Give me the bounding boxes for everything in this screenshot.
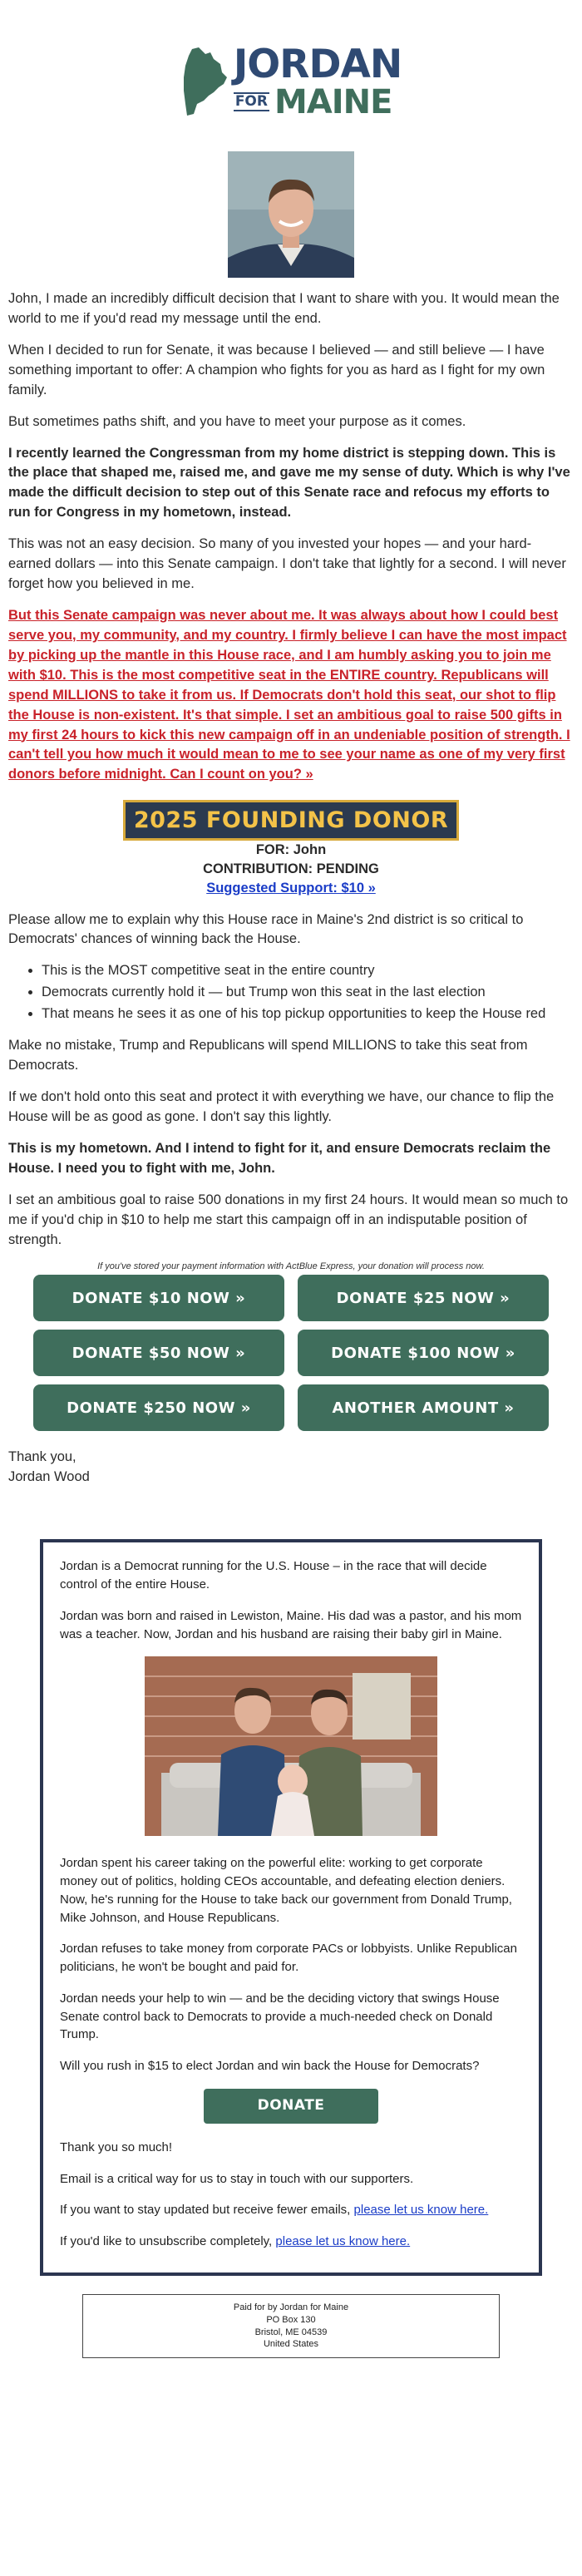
candidate-headshot (0, 151, 582, 278)
fewer-emails-line (60, 2201, 522, 2219)
fewer-emails-link[interactable]: please let us know here. (353, 2203, 489, 2218)
bio-paragraph-5: Jordan needs your help to win — and be the deciding victory that swings House Senate control back to Democrats to provide a much-needed check on Donald Trump. (60, 1991, 500, 2042)
bio-donate-button[interactable]: DONATE (204, 2089, 378, 2124)
headshot-image (228, 151, 354, 278)
key-points-list (8, 961, 574, 1024)
actblue-express-note: If you've stored your payment information with ActBlue Express, your donation will process now. (97, 1261, 485, 1272)
fewer-emails-text: If you want to stay updated but receive fewer emails, (60, 2203, 354, 2218)
family-photo-image (145, 1656, 437, 1836)
bio-paragraph-4: Jordan refuses to take money from corporate PACs or lobbyists. Unlike Republican politicians, he won't be bought and paid for. (60, 1942, 517, 1975)
donate-button-grid (0, 1275, 582, 1431)
another-amount-button[interactable]: ANOTHER AMOUNT » (298, 1384, 549, 1431)
maine-state-icon (180, 46, 229, 117)
address-city: Bristol, ME 04539 (254, 2327, 328, 2337)
not-easy-paragraph: This was not an easy decision. So many of you invested your hopes — and your hard-earned dollars — into this Senate campaign. I don't take that lightly for a second. I will never forget how you believed in me. (8, 536, 566, 592)
donate-100-button[interactable]: DONATE $100 NOW » (298, 1330, 549, 1376)
paid-for-disclaimer (82, 2294, 500, 2358)
founding-donor-block (0, 800, 582, 898)
intro-paragraph-2: When I decided to run for Senate, it was because I believed — and still believe — I have something important to offer: A champion who fights for you as hard as I fight for my own family. (8, 342, 545, 397)
list-item: • This is the MOST competitive seat in the entire country (42, 961, 574, 981)
intro-paragraph-1: John, I made an incredibly difficult decision that I want to share with you. It would mean the world to me if you'd read my message until the end. (8, 291, 560, 326)
list-item: • That means he sees it as one of his top pickup opportunities to keep the House red (42, 1004, 574, 1024)
bio-paragraph-6: Will you rush in $15 to elect Jordan and win back the House for Democrats? (60, 2059, 480, 2074)
unsubscribe-line (60, 2233, 522, 2251)
address-country: United States (263, 2339, 319, 2350)
bio-paragraph-2: Jordan was born and raised in Lewiston, Maine. His dad was a pastor, and his mom was a teacher. Now, Jordan and his husband are raising their baby girl in Maine. (60, 1608, 522, 1641)
signoff-name: Jordan Wood (8, 1469, 90, 1485)
signoff-thanks: Thank you, (8, 1449, 76, 1465)
candidate-bio-box (40, 1539, 542, 2276)
explain-paragraph: Please allow me to explain why this House race in Maine's 2nd district is so critical to Democrats' chances of winning back the House. (8, 911, 524, 947)
announcement-paragraph: I recently learned the Congressman from my home district is stepping down. This is the place that shaped me, raised me, and gave me my sense of duty. Which is why I've made the difficult decision to step out of this Senate race and refocus my efforts to run for Congress in my hometown, instead. (8, 445, 570, 521)
bio-thanks: Thank you so much! (60, 2139, 173, 2154)
founding-donor-banner-text: 2025 FOUNDING DONOR (133, 807, 449, 834)
logo-for-text: FOR (234, 93, 268, 110)
intro-paragraph-3: But sometimes paths shift, and you have to meet your purpose as it comes. (8, 413, 466, 429)
letter-body (0, 289, 582, 785)
founding-donor-banner[interactable] (123, 800, 459, 841)
donor-for-line: FOR: John (255, 842, 327, 858)
donate-appeal-link[interactable]: But this Senate campaign was never about me. It was always about how I could best serve you, my community, and my country. I firmly believe I can have the most impact by picking up the mantle in this House race, and I am humbly asking you to join me with $10. This is the most competitive seat in the ENTIRE country. Republicans will spend MILLIONS to take it from us. If Democrats don't hold this seat, our shot to flip the House is non-existent. It's that simple. I set an ambitious goal to raise 500 gifts in my first 24 hours to kick this new campaign off in an undeniable position of strength. I can't tell you how much it would mean to me to see your name as one of my very first donors before midnight. Can I count on you? » (8, 607, 570, 782)
donate-10-button[interactable]: DONATE $10 NOW » (33, 1275, 284, 1321)
donate-50-button[interactable]: DONATE $50 NOW » (33, 1330, 284, 1376)
donate-250-button[interactable]: DONATE $250 NOW » (33, 1384, 284, 1431)
logo-jordan-text: JORDAN (233, 41, 402, 87)
campaign-logo (0, 0, 582, 123)
unsubscribe-link[interactable]: please let us know here. (275, 2234, 411, 2249)
paid-for-line: Paid for by Jordan for Maine (233, 2302, 349, 2312)
suggested-support-link[interactable]: Suggested Support: $10 » (206, 881, 376, 896)
hometown-paragraph: This is my hometown. And I intend to fight for it, and ensure Democrats reclaim the House. I need you to fight with me, John. (8, 1140, 551, 1176)
bio-paragraph-1: Jordan is a Democrat running for the U.S. House – in the race that will decide control of the entire House. (60, 1559, 487, 1592)
family-photo (60, 1656, 522, 1836)
letter-body-2 (0, 910, 582, 1251)
bio-paragraph-3: Jordan spent his career taking on the powerful elite: working to get corporate money out of politics, holding CEOs accountable, and defeating election deniers. Now, he's running for the House to take back our government from Donald Trump, Mike Johnson, and House Republicans. (60, 1856, 512, 1925)
logo-maine-text: MAINE (274, 82, 392, 121)
donor-contribution-line: CONTRIBUTION: PENDING (203, 861, 379, 877)
bio-email-note: Email is a critical way for us to stay in touch with our supporters. (60, 2171, 414, 2186)
signoff (0, 1448, 582, 1488)
bottom-spacer (0, 2358, 582, 2391)
list-item: • Democrats currently hold it — but Trump won this seat in the last election (42, 983, 574, 1003)
goal-paragraph: I set an ambitious goal to raise 500 donations in my first 24 hours. It would mean so much to me if you'd chip in $10 to help me start this campaign off in an indisputable position of strength. (8, 1192, 569, 1247)
hold-paragraph: If we don't hold onto this seat and protect it with everything we have, our chance to flip the House will be as good as gone. I don't say this lightly. (8, 1089, 555, 1124)
address-po-box: PO Box 130 (266, 2314, 316, 2325)
mistake-paragraph: Make no mistake, Trump and Republicans will spend MILLIONS to take this seat from Democrats. (8, 1038, 528, 1073)
donate-25-button[interactable]: DONATE $25 NOW » (298, 1275, 549, 1321)
unsubscribe-text: If you'd like to unsubscribe completely, (60, 2234, 276, 2249)
